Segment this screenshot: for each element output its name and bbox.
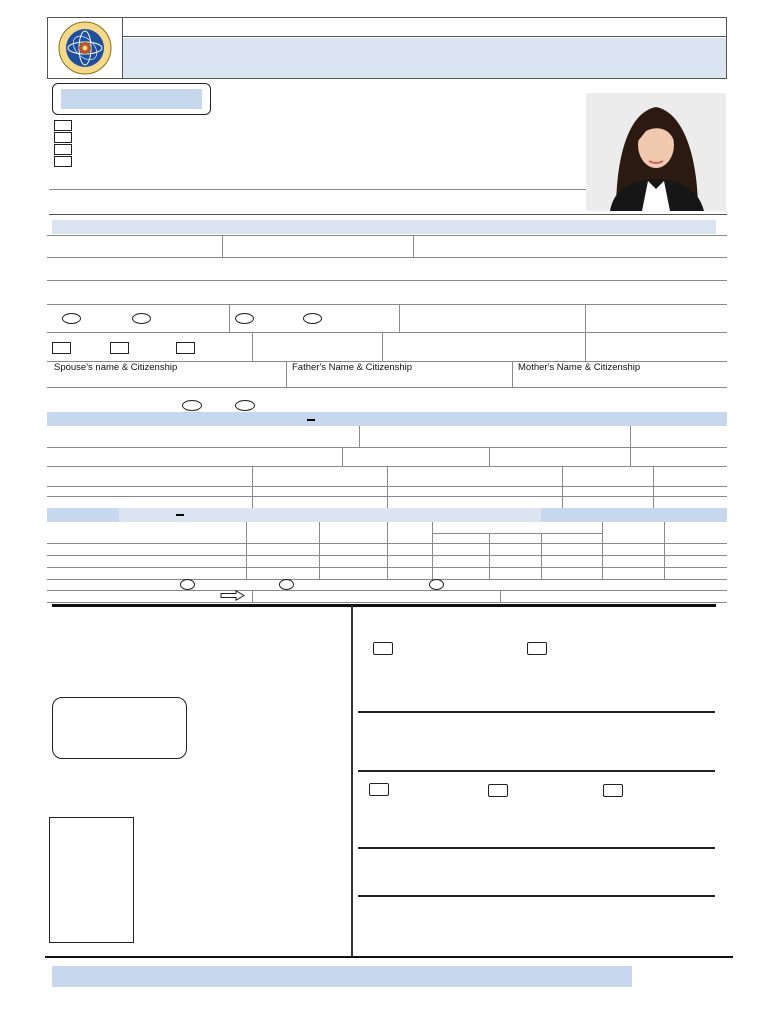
col-line (252, 332, 253, 362)
col-line (413, 235, 414, 257)
col-line (246, 522, 247, 579)
row-line (47, 496, 727, 497)
applicant-photo (586, 93, 726, 211)
row-line (47, 280, 727, 281)
row-line (47, 447, 727, 448)
logo-cell (48, 18, 123, 78)
exam-section-band (119, 508, 541, 522)
col-line (630, 447, 631, 466)
dash-mark (307, 419, 315, 421)
verification-checkbox-2[interactable] (527, 642, 547, 655)
application-type-checkbox-3[interactable] (54, 144, 72, 155)
status-radio-2[interactable] (303, 313, 322, 324)
yes-no-radio-2[interactable] (235, 400, 255, 411)
civil-status-checkbox-2[interactable] (110, 342, 129, 354)
vertical-divider (351, 606, 353, 958)
col-line (342, 447, 343, 466)
col-line (489, 447, 490, 466)
col-line (664, 522, 665, 579)
signature-line-1 (358, 711, 715, 713)
remarks-checkbox-1[interactable] (369, 783, 389, 796)
col-line (286, 361, 287, 387)
application-type-field[interactable] (61, 89, 202, 109)
mother-label: Mother's Name & Citizenship (518, 362, 641, 373)
row-line (47, 543, 727, 544)
thumbmark-box[interactable] (49, 817, 134, 943)
application-type-box (52, 83, 211, 115)
row-line (47, 602, 727, 603)
person-portrait-icon (586, 93, 726, 211)
row-line (47, 567, 727, 568)
status-radio-1[interactable] (235, 313, 254, 324)
yes-no-radio-1[interactable] (182, 400, 202, 411)
exam-radio-3[interactable] (429, 579, 444, 590)
signature-line-3 (358, 847, 715, 849)
spouse-label: Spouse's name & Citizenship (54, 362, 178, 373)
signature-line-2 (358, 770, 715, 772)
row-line (47, 590, 727, 591)
col-line (602, 522, 603, 579)
section-separator (49, 214, 727, 215)
row-line (47, 555, 727, 556)
col-line (541, 533, 542, 579)
row-line (47, 332, 727, 333)
col-line (252, 466, 253, 508)
row-line (47, 304, 727, 305)
signature-line-4 (358, 895, 715, 897)
col-line (585, 304, 586, 362)
header (47, 17, 727, 79)
col-line (630, 426, 631, 447)
application-type-checkbox-1[interactable] (54, 120, 72, 131)
row-line (432, 533, 602, 534)
col-line (229, 304, 230, 332)
row-line (47, 235, 727, 236)
education-section-band (47, 412, 727, 426)
col-line (382, 332, 383, 362)
remarks-checkbox-2[interactable] (488, 784, 508, 797)
footer-rule (45, 956, 733, 958)
header-subtitle (123, 38, 726, 78)
sex-radio-male[interactable] (62, 313, 81, 324)
footer-band (52, 966, 632, 987)
row-line (47, 387, 727, 388)
row-line (47, 486, 727, 487)
exam-radio-2[interactable] (279, 579, 294, 590)
col-line (252, 590, 253, 602)
father-label: Father's Name & Citizenship (292, 362, 413, 373)
exam-radio-1[interactable] (180, 579, 195, 590)
col-line (562, 466, 563, 508)
col-line (222, 235, 223, 257)
personal-section-band (52, 220, 716, 234)
col-line (359, 426, 360, 447)
col-line (512, 361, 513, 387)
arrow-right-icon (220, 590, 246, 601)
exam-section-band-left (47, 508, 119, 522)
civil-status-checkbox-3[interactable] (176, 342, 195, 354)
application-type-checkbox-2[interactable] (54, 132, 72, 143)
col-line (387, 466, 388, 508)
col-line (399, 304, 400, 332)
col-line (319, 522, 320, 579)
row-line (47, 579, 727, 580)
civil-status-checkbox-1[interactable] (52, 342, 71, 354)
name-line (49, 189, 586, 190)
dash-mark (176, 514, 184, 516)
col-line (500, 590, 501, 602)
header-title (123, 18, 726, 37)
application-type-checkbox-4[interactable] (54, 156, 72, 167)
rounded-field-box[interactable] (52, 697, 187, 759)
col-line (387, 522, 388, 579)
col-line (489, 533, 490, 579)
prc-seal-icon (53, 21, 117, 75)
col-line (653, 466, 654, 508)
sex-radio-female[interactable] (132, 313, 151, 324)
verification-checkbox-1[interactable] (373, 642, 393, 655)
col-line (432, 522, 433, 579)
remarks-checkbox-3[interactable] (603, 784, 623, 797)
thick-divider (52, 604, 716, 607)
exam-section-band-right (541, 508, 727, 522)
row-line (47, 257, 727, 258)
